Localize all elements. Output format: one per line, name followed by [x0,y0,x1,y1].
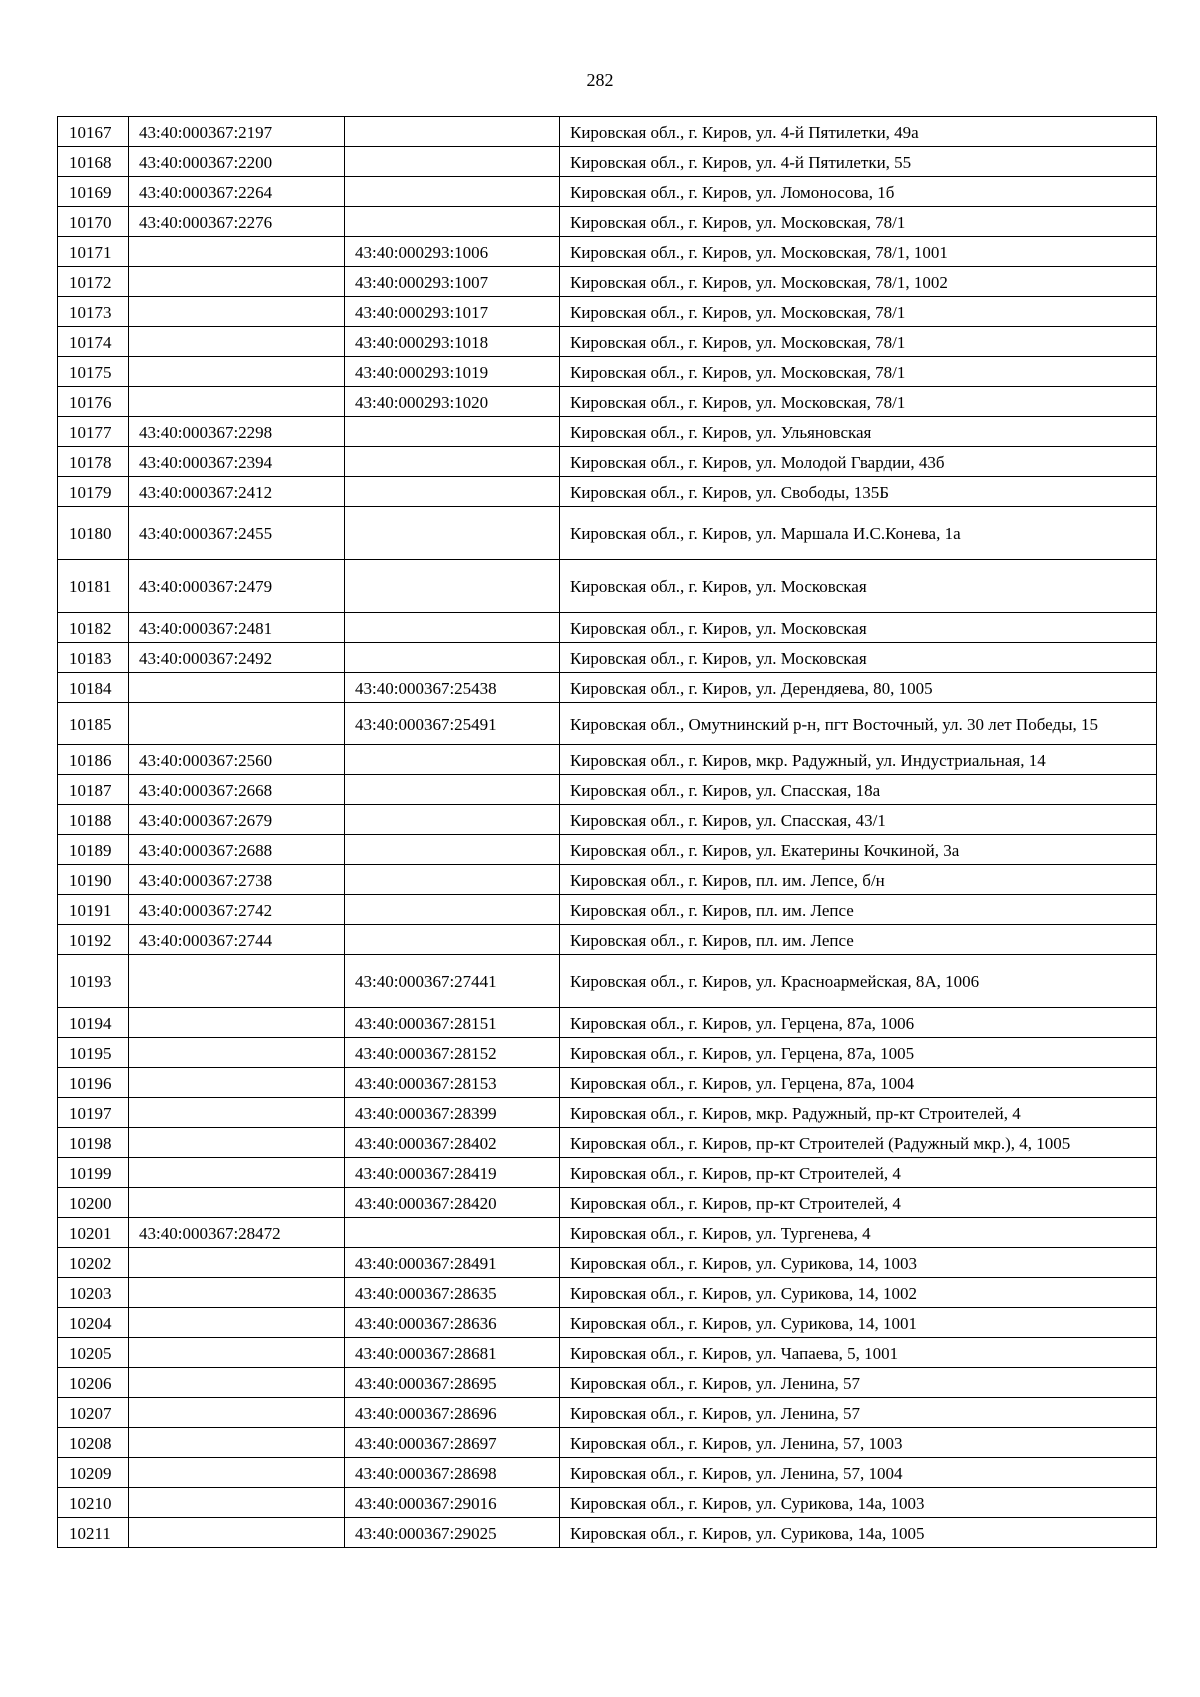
object-cadastral-number-cell [345,417,560,447]
address-cell: Кировская обл., г. Киров, мкр. Радужный, ул. Индустриальная, 14 [560,745,1157,775]
address-cell: Кировская обл., г. Киров, пл. им. Лепсе, б/н [560,865,1157,895]
table-body [58,117,1157,1548]
row-number-cell: 10208 [58,1428,129,1458]
row-number-cell: 10184 [58,673,129,703]
object-cadastral-number-cell [345,117,560,147]
table-row [58,237,1157,267]
cadastral-number-cell [129,673,345,703]
address-cell: Кировская обл., г. Киров, ул. Московская, 78/1 [560,297,1157,327]
address-cell: Кировская обл., г. Киров, ул. Московская [560,560,1157,613]
row-number-cell: 10190 [58,865,129,895]
row-number-cell: 10209 [58,1458,129,1488]
object-cadastral-number-cell: 43:40:000367:27441 [345,955,560,1008]
address-cell: Кировская обл., г. Киров, ул. Чапаева, 5, 1001 [560,1338,1157,1368]
cadastral-number-cell [129,703,345,745]
address-cell: Кировская обл., г. Киров, пл. им. Лепсе [560,925,1157,955]
cadastral-number-cell: 43:40:000367:2455 [129,507,345,560]
cadastral-number-cell [129,297,345,327]
object-cadastral-number-cell: 43:40:000367:29025 [345,1518,560,1548]
cadastral-number-cell: 43:40:000367:2738 [129,865,345,895]
address-cell: Кировская обл., г. Киров, ул. Московская, 78/1 [560,327,1157,357]
object-cadastral-number-cell: 43:40:000367:28636 [345,1308,560,1338]
cadastral-number-cell: 43:40:000367:2197 [129,117,345,147]
cadastral-number-cell [129,1038,345,1068]
object-cadastral-number-cell: 43:40:000367:28402 [345,1128,560,1158]
cadastral-number-cell [129,1158,345,1188]
table-row [58,1518,1157,1548]
object-cadastral-number-cell: 43:40:000293:1020 [345,387,560,417]
cadastral-number-cell [129,1098,345,1128]
cadastral-number-cell [129,327,345,357]
table-row [58,560,1157,613]
table-row [58,1038,1157,1068]
table-row [58,1398,1157,1428]
address-cell: Кировская обл., г. Киров, ул. Московская [560,613,1157,643]
row-number-cell: 10186 [58,745,129,775]
address-cell: Кировская обл., г. Киров, ул. Московская, 78/1, 1001 [560,237,1157,267]
address-cell: Кировская обл., Омутнинский р-н, пгт Восточный, ул. 30 лет Победы, 15 [560,703,1157,745]
cadastral-number-cell [129,1518,345,1548]
row-number-cell: 10206 [58,1368,129,1398]
object-cadastral-number-cell: 43:40:000293:1018 [345,327,560,357]
cadastral-number-cell: 43:40:000367:2298 [129,417,345,447]
row-number-cell: 10211 [58,1518,129,1548]
address-cell: Кировская обл., г. Киров, мкр. Радужный, пр-кт Строителей, 4 [560,1098,1157,1128]
table-row [58,835,1157,865]
address-cell: Кировская обл., г. Киров, ул. Ленина, 57, 1003 [560,1428,1157,1458]
row-number-cell: 10185 [58,703,129,745]
object-cadastral-number-cell: 43:40:000367:29016 [345,1488,560,1518]
address-cell: Кировская обл., г. Киров, ул. Екатерины Кочкиной, 3а [560,835,1157,865]
address-cell: Кировская обл., г. Киров, ул. Тургенева, 4 [560,1218,1157,1248]
row-number-cell: 10188 [58,805,129,835]
cadastral-number-cell [129,1308,345,1338]
row-number-cell: 10167 [58,117,129,147]
address-cell: Кировская обл., г. Киров, ул. Красноармейская, 8А, 1006 [560,955,1157,1008]
row-number-cell: 10196 [58,1068,129,1098]
table-row [58,775,1157,805]
address-cell: Кировская обл., г. Киров, пр-кт Строителей (Радужный мкр.), 4, 1005 [560,1128,1157,1158]
row-number-cell: 10194 [58,1008,129,1038]
table-row [58,1368,1157,1398]
row-number-cell: 10169 [58,177,129,207]
object-cadastral-number-cell: 43:40:000367:28420 [345,1188,560,1218]
object-cadastral-number-cell: 43:40:000367:28698 [345,1458,560,1488]
cadastral-number-cell: 43:40:000367:2394 [129,447,345,477]
table-row [58,1068,1157,1098]
object-cadastral-number-cell: 43:40:000293:1017 [345,297,560,327]
table-row [58,507,1157,560]
cadastral-number-cell [129,1398,345,1428]
object-cadastral-number-cell: 43:40:000367:25491 [345,703,560,745]
cadastral-number-cell [129,1368,345,1398]
row-number-cell: 10180 [58,507,129,560]
table-row [58,805,1157,835]
address-cell: Кировская обл., г. Киров, ул. Спасская, 18а [560,775,1157,805]
table-row [58,613,1157,643]
table-row [58,955,1157,1008]
object-cadastral-number-cell: 43:40:000367:28152 [345,1038,560,1068]
object-cadastral-number-cell: 43:40:000367:28695 [345,1368,560,1398]
table-row [58,387,1157,417]
address-cell: Кировская обл., г. Киров, ул. Сурикова, 14а, 1005 [560,1518,1157,1548]
table-row [58,1458,1157,1488]
address-cell: Кировская обл., г. Киров, ул. Сурикова, 14, 1002 [560,1278,1157,1308]
address-cell: Кировская обл., г. Киров, пл. им. Лепсе [560,895,1157,925]
cadastral-number-cell [129,955,345,1008]
table-row [58,745,1157,775]
address-cell: Кировская обл., г. Киров, ул. Герцена, 87а, 1005 [560,1038,1157,1068]
table-row [58,1248,1157,1278]
object-cadastral-number-cell [345,477,560,507]
table-row [58,1128,1157,1158]
row-number-cell: 10170 [58,207,129,237]
cadastral-number-cell: 43:40:000367:28472 [129,1218,345,1248]
object-cadastral-number-cell [345,207,560,237]
row-number-cell: 10210 [58,1488,129,1518]
address-cell: Кировская обл., г. Киров, ул. Герцена, 87а, 1004 [560,1068,1157,1098]
object-cadastral-number-cell: 43:40:000367:28635 [345,1278,560,1308]
address-cell: Кировская обл., г. Киров, пр-кт Строителей, 4 [560,1158,1157,1188]
row-number-cell: 10176 [58,387,129,417]
address-cell: Кировская обл., г. Киров, ул. Ульяновская [560,417,1157,447]
address-cell: Кировская обл., г. Киров, ул. Молодой Гвардии, 43б [560,447,1157,477]
row-number-cell: 10197 [58,1098,129,1128]
cadastral-number-cell [129,237,345,267]
row-number-cell: 10201 [58,1218,129,1248]
object-cadastral-number-cell [345,560,560,613]
row-number-cell: 10205 [58,1338,129,1368]
row-number-cell: 10204 [58,1308,129,1338]
row-number-cell: 10199 [58,1158,129,1188]
cadastral-number-cell: 43:40:000367:2688 [129,835,345,865]
row-number-cell: 10189 [58,835,129,865]
cadastral-number-cell: 43:40:000367:2742 [129,895,345,925]
address-cell: Кировская обл., г. Киров, ул. Маршала И.С.Конева, 1а [560,507,1157,560]
object-cadastral-number-cell: 43:40:000367:28151 [345,1008,560,1038]
object-cadastral-number-cell [345,177,560,207]
object-cadastral-number-cell [345,925,560,955]
row-number-cell: 10202 [58,1248,129,1278]
cadastral-number-cell: 43:40:000367:2200 [129,147,345,177]
row-number-cell: 10173 [58,297,129,327]
row-number-cell: 10203 [58,1278,129,1308]
cadastral-number-cell: 43:40:000367:2276 [129,207,345,237]
row-number-cell: 10168 [58,147,129,177]
table-row [58,207,1157,237]
address-cell: Кировская обл., г. Киров, ул. Московская [560,643,1157,673]
object-cadastral-number-cell: 43:40:000367:28491 [345,1248,560,1278]
cadastral-number-cell [129,1008,345,1038]
row-number-cell: 10172 [58,267,129,297]
object-cadastral-number-cell: 43:40:000293:1019 [345,357,560,387]
row-number-cell: 10192 [58,925,129,955]
table-row [58,1308,1157,1338]
object-cadastral-number-cell [345,1218,560,1248]
object-cadastral-number-cell: 43:40:000367:28697 [345,1428,560,1458]
table-row [58,297,1157,327]
row-number-cell: 10175 [58,357,129,387]
row-number-cell: 10179 [58,477,129,507]
row-number-cell: 10191 [58,895,129,925]
row-number-cell: 10171 [58,237,129,267]
address-cell: Кировская обл., г. Киров, ул. Сурикова, 14, 1003 [560,1248,1157,1278]
object-cadastral-number-cell [345,613,560,643]
object-cadastral-number-cell: 43:40:000293:1007 [345,267,560,297]
row-number-cell: 10178 [58,447,129,477]
cadastral-number-cell: 43:40:000367:2492 [129,643,345,673]
cadastral-number-cell [129,1068,345,1098]
object-cadastral-number-cell: 43:40:000367:25438 [345,673,560,703]
object-cadastral-number-cell [345,775,560,805]
address-cell: Кировская обл., г. Киров, ул. Ленина, 57 [560,1398,1157,1428]
row-number-cell: 10182 [58,613,129,643]
object-cadastral-number-cell [345,865,560,895]
table-row [58,1158,1157,1188]
address-cell: Кировская обл., г. Киров, ул. Ломоносова, 1б [560,177,1157,207]
page-number: 282 [586,70,614,90]
address-cell: Кировская обл., г. Киров, ул. 4-й Пятилетки, 55 [560,147,1157,177]
address-cell: Кировская обл., г. Киров, ул. Свободы, 135Б [560,477,1157,507]
address-cell: Кировская обл., г. Киров, ул. Герцена, 87а, 1006 [560,1008,1157,1038]
address-cell: Кировская обл., г. Киров, ул. Ленина, 57 [560,1368,1157,1398]
table-row [58,1098,1157,1128]
cadastral-number-cell [129,387,345,417]
table-row [58,673,1157,703]
object-cadastral-number-cell [345,147,560,177]
table-row [58,267,1157,297]
cadastral-number-cell [129,1248,345,1278]
table-row [58,925,1157,955]
table-row [58,1278,1157,1308]
table-row [58,1428,1157,1458]
table-row [58,895,1157,925]
table-row [58,643,1157,673]
address-cell: Кировская обл., г. Киров, ул. Московская, 78/1 [560,357,1157,387]
table-row [58,1338,1157,1368]
row-number-cell: 10174 [58,327,129,357]
object-cadastral-number-cell [345,895,560,925]
cadastral-number-cell: 43:40:000367:2560 [129,745,345,775]
object-cadastral-number-cell: 43:40:000293:1006 [345,237,560,267]
cadastral-number-cell [129,1488,345,1518]
address-cell: Кировская обл., г. Киров, ул. Сурикова, 14а, 1003 [560,1488,1157,1518]
cadastral-number-cell [129,1278,345,1308]
cadastral-number-cell: 43:40:000367:2744 [129,925,345,955]
property-table [57,116,1157,1548]
table-row [58,703,1157,745]
cadastral-number-cell: 43:40:000367:2668 [129,775,345,805]
address-cell: Кировская обл., г. Киров, ул. Московская, 78/1 [560,207,1157,237]
table-row [58,177,1157,207]
row-number-cell: 10207 [58,1398,129,1428]
row-number-cell: 10177 [58,417,129,447]
cadastral-number-cell [129,1188,345,1218]
object-cadastral-number-cell: 43:40:000367:28419 [345,1158,560,1188]
cadastral-number-cell: 43:40:000367:2479 [129,560,345,613]
object-cadastral-number-cell [345,745,560,775]
cadastral-number-cell: 43:40:000367:2679 [129,805,345,835]
object-cadastral-number-cell [345,805,560,835]
row-number-cell: 10200 [58,1188,129,1218]
table-row [58,147,1157,177]
cadastral-number-cell [129,1458,345,1488]
row-number-cell: 10181 [58,560,129,613]
row-number-cell: 10183 [58,643,129,673]
address-cell: Кировская обл., г. Киров, пр-кт Строителей, 4 [560,1188,1157,1218]
address-cell: Кировская обл., г. Киров, ул. Спасская, 43/1 [560,805,1157,835]
cadastral-number-cell [129,1128,345,1158]
address-cell: Кировская обл., г. Киров, ул. Дерендяева, 80, 1005 [560,673,1157,703]
table-row [58,865,1157,895]
table-row [58,447,1157,477]
table-row [58,117,1157,147]
address-cell: Кировская обл., г. Киров, ул. Московская, 78/1, 1002 [560,267,1157,297]
object-cadastral-number-cell: 43:40:000367:28399 [345,1098,560,1128]
cadastral-number-cell [129,357,345,387]
table-row [58,417,1157,447]
object-cadastral-number-cell [345,643,560,673]
cadastral-number-cell [129,1338,345,1368]
address-cell: Кировская обл., г. Киров, ул. 4-й Пятилетки, 49а [560,117,1157,147]
table-row [58,477,1157,507]
row-number-cell: 10198 [58,1128,129,1158]
address-cell: Кировская обл., г. Киров, ул. Московская, 78/1 [560,387,1157,417]
address-cell: Кировская обл., г. Киров, ул. Ленина, 57, 1004 [560,1458,1157,1488]
cadastral-number-cell [129,1428,345,1458]
object-cadastral-number-cell: 43:40:000367:28681 [345,1338,560,1368]
table-row [58,1008,1157,1038]
row-number-cell: 10187 [58,775,129,805]
object-cadastral-number-cell [345,507,560,560]
table-row [58,1188,1157,1218]
object-cadastral-number-cell: 43:40:000367:28153 [345,1068,560,1098]
row-number-cell: 10195 [58,1038,129,1068]
table-row [58,1488,1157,1518]
cadastral-number-cell: 43:40:000367:2481 [129,613,345,643]
table-row [58,357,1157,387]
cadastral-number-cell: 43:40:000367:2264 [129,177,345,207]
object-cadastral-number-cell [345,447,560,477]
table-row [58,327,1157,357]
row-number-cell: 10193 [58,955,129,1008]
object-cadastral-number-cell [345,835,560,865]
address-cell: Кировская обл., г. Киров, ул. Сурикова, 14, 1001 [560,1308,1157,1338]
cadastral-number-cell [129,267,345,297]
cadastral-number-cell: 43:40:000367:2412 [129,477,345,507]
object-cadastral-number-cell: 43:40:000367:28696 [345,1398,560,1428]
table-row [58,1218,1157,1248]
